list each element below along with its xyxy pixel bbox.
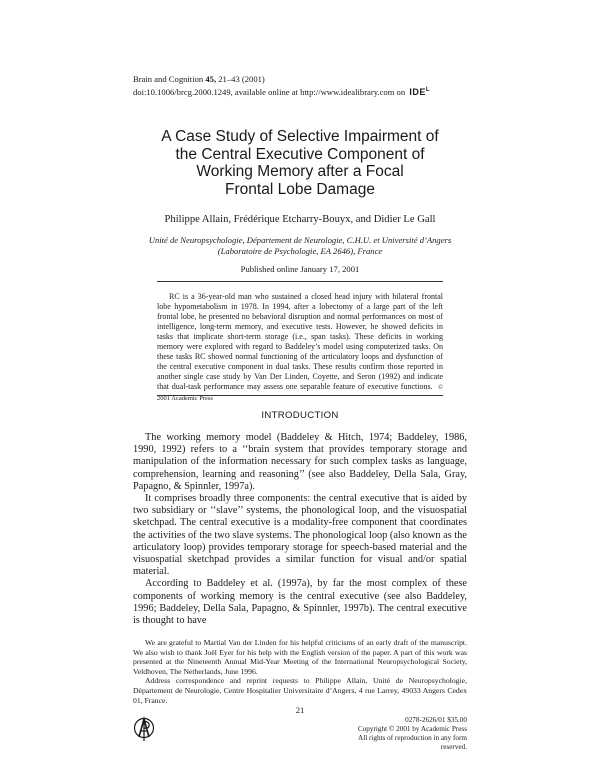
abstract-copyright: © 2001 Academic Press — [157, 384, 444, 402]
ideal-logo: $IDE^L$ — [409, 86, 430, 97]
section-heading: INTRODUCTION — [261, 410, 339, 421]
body-paragraph: The working memory model (Baddeley & Hitch, 1974; Baddeley, 1986, 1990, 1992) refers to a ‘‘brain system that provides temporary storage and manipulation of the information necessary for such complex tasks as language, comprehension, learning and reasoning’’ (see also Baddeley, Della Sala, Gray, Papagno, & Spinnler, 1997a). — [133, 432, 467, 492]
body-text — [133, 432, 467, 627]
title-line: Working Memory after a Focal — [196, 163, 404, 180]
journal-citation — [133, 74, 430, 97]
published-date: Published online January 17, 2001 — [240, 264, 360, 274]
rights-line: Copyright © 2001 by Academic Press — [357, 725, 467, 733]
journal-volume: 45, — [205, 74, 217, 84]
abstract — [157, 292, 443, 404]
body-paragraph: It comprises broadly three components: the central executive that is aided by two subsidiary or ‘‘slave’’ systems, the phonological loop, and the visuospatial sketchpad. The central executive is a modality-free component that coordinates the activities of the two slave systems. The phonological loop (also known as the articulatory loop) provides temporary storage for speech-based material and the visuospatial sketchpad provides a similar function for visual and/or spatial material. — [133, 493, 467, 578]
page-number: 21 — [295, 705, 305, 715]
affiliation-line: (Laboratoire de Psychologie, EA 2646), France — [217, 246, 383, 256]
divider — [157, 395, 443, 396]
authors: Philippe Allain, Frédérique Etcharry-Bouyx, and Didier Le Gall — [164, 214, 436, 225]
divider — [157, 281, 443, 282]
doi-link[interactable]: doi:10.1006/brcg.2000.1249, available online at http://www.idealibrary.com on — [133, 86, 406, 97]
abstract-text: RC is a 36-year-old man who sustained a closed head injury with bilateral frontal lobe hypometabolism in 1978. In 1994, after a lobectomy of a large part of the left frontal lobe, he presented no behavioral disruption and normal performances on most of intelligence, long-term memory, and executive tests. However, he showed deficits in tasks that implicate short-term storage (i.e., span tasks). These deficits in working memory were explored with regard to Baddeley’s model using computerized tasks. On these tasks RC showed normal functioning of the articulatory loops and dysfunction of the central executive component in dual tasks. These results confirm those reported in another single case study by Van Der Linden, Coyette, and Seron (1992) and indicate that dual-task performance may assess one separable feature of executive functions. — [157, 292, 443, 391]
footnotes — [133, 638, 467, 705]
academic-press-logo-icon — [133, 715, 155, 743]
paper-title — [120, 128, 480, 198]
journal-name: Brain and Cognition — [133, 74, 204, 84]
title-line: the Central Executive Component of — [175, 145, 425, 163]
rights-line: All rights of reproduction in any form reserved. — [358, 734, 467, 751]
footnote-correspondence: Address correspondence and reprint requests to Philippe Allain, Unité de Neuropsychologie, Département de Neurologie, Centre Hospitalier Universitaire d’Angers, 4 rue Larrey, 49033 Angers Cedex 01, France. — [133, 676, 467, 705]
title-line: Frontal Lobe Damage — [225, 180, 375, 198]
affiliation-line: Unité de Neuropsychologie, Département de Neurologie, C.H.U. et Université d’Angers — [148, 235, 452, 245]
footnote-acknowledgment: We are grateful to Martial Van der Linden for his helpful criticisms of an early draft of the manuscript. We also wish to thank Joël Eyer for his help with the English version of the paper. A part of this work was presented at the Nineteenth Annual Mid-Year Meeting of the International Neuropsychological Society, Veldhoven, The Netherlands, June 1996. — [133, 638, 467, 676]
body-paragraph: According to Baddeley et al. (1997a), by far the most complex of these components of working memory is the central executive (see also Baddeley, 1996; Baddeley, Della Sala, Papagno, & Spinnler, 1997b). The central executive is thought to have — [133, 578, 467, 627]
copyright-block — [350, 716, 467, 752]
title-line: A Case Study of Selective Impairment of — [161, 128, 439, 145]
rights-line: 0278-2626/01 $35.00 — [405, 716, 467, 724]
journal-pages: 21–43 (2001) — [218, 74, 265, 84]
affiliation — [100, 235, 500, 257]
